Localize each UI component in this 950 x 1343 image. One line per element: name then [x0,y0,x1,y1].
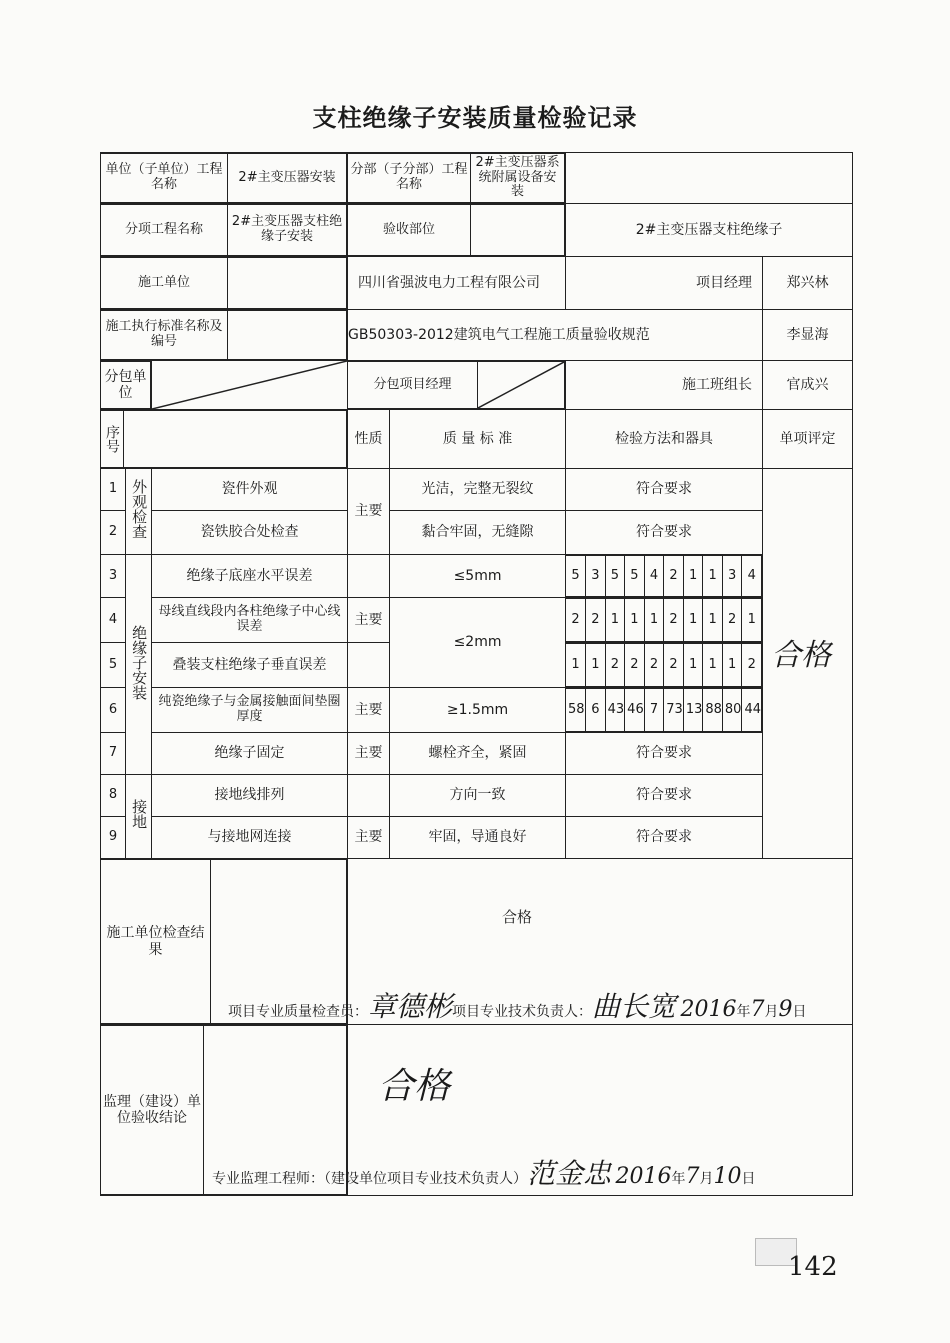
measure: 4 [644,556,664,597]
row-method: 符合要求 [566,469,763,511]
col-nature: 性质 [348,410,390,469]
row-standard: 黏合牢固，无缝隙 [390,511,566,555]
team-label: 施工班组长 [566,361,763,410]
measure: 1 [625,599,645,642]
tech-lead-signature: 曲长宽 [592,990,677,1023]
group-install: 绝缘子安装 [130,624,149,700]
row-nature: 主要 [348,688,390,733]
col-standard: 质 量 标 准 [390,410,566,469]
measure: 1 [566,644,586,687]
measure: 2 [742,644,762,687]
group-ground: 接地 [130,799,149,830]
accept-label: 验收部位 [348,205,471,256]
inspector-signature: 章德彬 [368,990,453,1023]
measure: 2 [644,644,664,687]
measure: 1 [605,599,625,642]
measure: 1 [683,644,703,687]
row-item: 绝缘子固定 [152,733,348,775]
row-no: 4 [101,598,126,643]
measure: 2 [625,644,645,687]
measure: 3 [586,556,606,597]
builder-label: 施工单位 [101,258,228,309]
row-method: 符合要求 [566,733,763,775]
builder-date-year-suffix: 年 [736,1004,751,1020]
measure: 5 [625,556,645,597]
row-item: 与接地网连接 [152,817,348,859]
supervision-sign-line [212,1152,755,1192]
measure: 2 [722,599,742,642]
measure: 2 [664,599,684,642]
row-item: 接地线排列 [152,775,348,817]
row-item: 纯瓷绝缘子与金属接触面间垫圈厚度 [152,688,348,733]
measure: 2 [566,599,586,642]
row-nature [348,555,390,598]
measure: 1 [683,556,703,597]
row-standard: 方向一致 [390,775,566,817]
measure: 5 [605,556,625,597]
supervision-date-year-suffix: 年 [671,1171,686,1187]
team-value: 官成兴 [763,361,853,410]
unit-value: 2#主变压器安装 [228,154,347,203]
row-standard: 螺栓齐全，紧固 [390,733,566,775]
measure: 7 [644,689,664,732]
page-title: 支柱绝缘子安装质量检验记录 [312,104,638,132]
row-no: 6 [101,688,126,733]
standard-value: GB50303-2012建筑电气工程施工质量验收规范 [348,310,763,361]
row-no: 7 [101,733,126,775]
measure: 43 [605,689,625,732]
row-nature [348,775,390,817]
measure: 5 [566,556,586,597]
unit-label: 单位（子单位）工程名称 [101,154,228,203]
single-eval-handwritten: 合格 [771,638,832,673]
subcontract-pm-label: 分包项目经理 [348,362,478,409]
builder-spacer [228,258,347,309]
row-no: 5 [101,643,126,688]
row-standard: ≤2mm [390,598,566,688]
measure: 1 [703,556,723,597]
col-eval: 单项评定 [763,410,853,469]
tech-lead-label: 项目专业技术负责人： [452,1004,593,1020]
row-no: 8 [101,775,126,817]
builder-date-day-suffix: 日 [792,1004,807,1020]
row-item: 母线直线段内各柱绝缘子中心线误差 [152,598,348,643]
measure: 1 [722,644,742,687]
builder-value: 四川省强波电力工程有限公司 [348,257,566,310]
builder-date-month: 7 [750,997,765,1022]
accept-value: 2#主变压器支柱绝缘子 [566,204,853,257]
builder-date-year: 2016 [680,997,737,1022]
row-method: 符合要求 [566,511,763,555]
row-standard: 牢固，导通良好 [390,817,566,859]
item-label: 分项工程名称 [101,205,228,256]
measure: 2 [605,644,625,687]
col-seq: 序号 [101,411,124,468]
inspector-label: 项目专业质量检查员： [228,1004,368,1020]
inspection-table [100,152,853,1196]
row-no: 1 [101,469,126,511]
row-standard: ≥1.5mm [390,688,566,733]
measure: 58 [566,689,586,732]
row-nature: 主要 [348,598,390,643]
row-item: 绝缘子底座水平误差 [152,555,348,598]
row-standard: 光洁，完整无裂纹 [390,469,566,511]
col-method: 检验方法和器具 [566,410,763,469]
row-no: 2 [101,511,126,555]
supervisor-label: 专业监理工程师：（建设单位项目专业技术负责人） [212,1171,527,1187]
subdivision-value: 2#主变压器系统附属设备安装 [471,154,565,203]
subdivision-label: 分部（子分部）工程名称 [348,154,471,203]
row-item: 叠装支柱绝缘子垂直误差 [152,643,348,688]
pm-label: 项目经理 [566,257,763,310]
builder-date-day: 9 [778,997,793,1022]
measure: 80 [722,689,742,732]
standard-label: 施工执行标准名称及编号 [101,311,228,360]
measure: 88 [703,689,723,732]
row-item: 瓷铁胶合处检查 [152,511,348,555]
measure: 73 [664,689,684,732]
row-no: 9 [101,817,126,859]
builder-check-result: 合格 [502,908,533,926]
measure: 2 [664,556,684,597]
supervision-date-day: 10 [713,1164,742,1189]
supervision-date-month: 7 [685,1164,700,1189]
row-nature: 主要 [348,733,390,775]
builder-sign-line [228,985,806,1025]
supervision-date-day-suffix: 日 [741,1171,756,1187]
standard-spacer [228,311,347,360]
row-nature: 主要 [348,817,390,859]
supervision-date-year: 2016 [615,1164,672,1189]
measure: 1 [586,644,606,687]
pm-value: 郑兴林 [763,257,853,310]
row-nature [348,643,390,688]
row-no: 3 [101,555,126,598]
single-eval-cell [763,469,853,859]
accept-spacer [471,205,565,256]
item-value: 2#主变压器支柱绝缘子安装 [228,205,347,256]
group-appearance: 外观检查 [130,479,149,540]
row-nature: 主要 [348,469,390,555]
builder-date-month-suffix: 月 [764,1004,779,1020]
measure: 6 [586,689,606,732]
measure: 13 [683,689,703,732]
measure: 2 [664,644,684,687]
supervisor-signature: 范金忠 [527,1157,612,1190]
row-method: 符合要求 [566,817,763,859]
measure: 1 [703,644,723,687]
page-number: 142 [788,1252,838,1282]
measure: 1 [703,599,723,642]
measure: 4 [742,556,762,597]
supervision-label: 监理（建设）单位验收结论 [101,1026,204,1195]
measure: 2 [586,599,606,642]
subcontractor-label: 分包单位 [101,362,151,409]
measure: 1 [683,599,703,642]
supervision-date-month-suffix: 月 [699,1171,714,1187]
row-standard: ≤5mm [390,555,566,598]
subcontract-pm-blank-slash [478,362,564,408]
row-item: 瓷件外观 [152,469,348,511]
col-item-blank [124,411,347,468]
subdivision-value-ext [566,153,853,204]
builder-check-label: 施工单位检查结果 [101,860,211,1024]
measure: 3 [722,556,742,597]
measure: 44 [742,689,762,732]
foreman-value: 李显海 [763,310,853,361]
measure: 1 [644,599,664,642]
row-method: 符合要求 [566,775,763,817]
supervision-result-handwritten: 合格 [378,1066,451,1107]
measure: 46 [625,689,645,732]
measure: 1 [742,599,762,642]
subcontractor-blank-slash [152,361,347,409]
